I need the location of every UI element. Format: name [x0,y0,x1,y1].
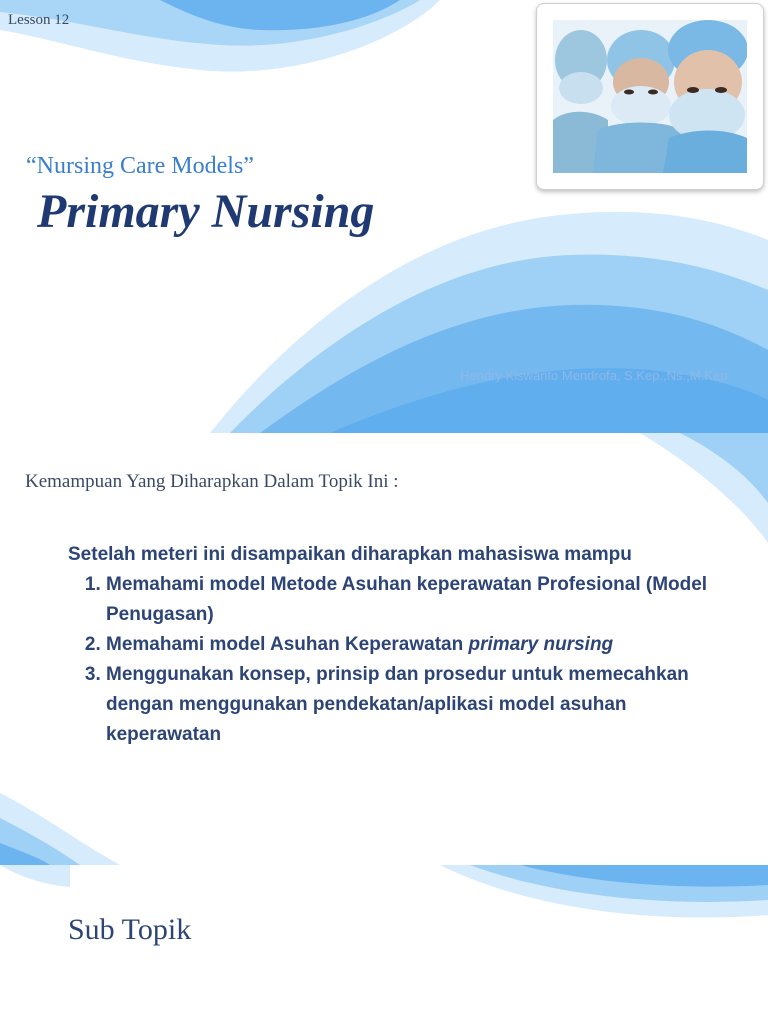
nurses-photo-frame [536,3,764,190]
list-item: 1. Memahami model Metode Asuhan keperawatan Profesional (Model Penugasan) [106,570,708,630]
objectives-list [68,570,708,750]
slide-subtitle: “Nursing Care Models” [26,153,254,179]
objectives-body [68,540,708,750]
subtopic-heading: Sub Topik [68,913,192,946]
slide-title-text: Primary Nursing [37,185,375,238]
list-item: 2. Memahami model Asuhan Keperawatan primary nursing [106,630,708,660]
italic-term: primary nursing [468,634,614,655]
author-name: Hendry Kiswanto Mendrofa, S.Kep.,Ns.,M.Kep [460,368,728,383]
lesson-label: Lesson 12 [8,12,70,28]
objectives-intro: Setelah meteri ini disampaikan diharapkan mahasiswa mampu [68,544,632,565]
objectives-heading: Kemampuan Yang Diharapkan Dalam Topik Ini : [25,471,399,492]
slide-subtopics [0,865,768,1024]
slide-objectives [0,433,768,865]
list-item: 3. Menggunakan konsep, prinsip dan prosedur untuk memecahkan dengan menggunakan pendekatan/aplikasi model asuhan keperawatan [106,660,708,750]
slide-title [0,0,768,433]
nurses-photo [553,20,747,173]
